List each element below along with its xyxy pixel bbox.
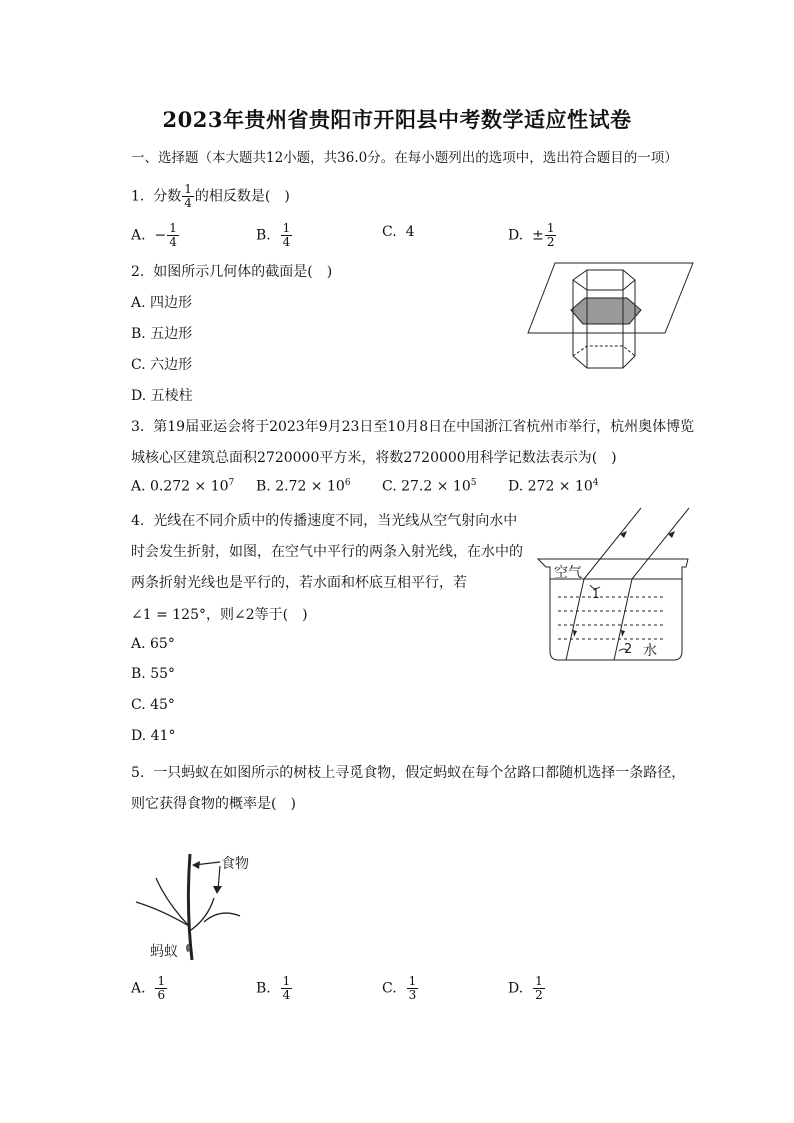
option-c: C. 六边形 (131, 357, 193, 373)
option-a: A. $\frac{1}{6}$ (131, 974, 166, 1002)
question-5-line2: 则它获得食物的概率是( ) (131, 796, 296, 812)
option-c: C. 45° (131, 697, 175, 713)
page-title: 2023年贵州省贵阳市开阳县中考数学适应性试卷 (162, 107, 632, 132)
ant-label: 蚂蚁 (150, 944, 178, 960)
option-d: D. 五棱柱 (131, 388, 193, 404)
fraction: $\frac{1}{4}$ (184, 182, 192, 210)
option-d: D. 41° (131, 728, 176, 744)
angle-2-label: 2 (624, 642, 633, 657)
question-3: 3. 第19届亚运会将于2023年9月23日至10月8日在中国浙江省杭州市举行，杭州奥体博览 (131, 419, 695, 435)
option-c: C. 4 (382, 224, 415, 240)
option-c: C. $27.2 \times 10^5$ (382, 478, 477, 495)
option-d: D. $\frac{1}{2}$ (508, 974, 543, 1002)
water-label: 水 (643, 643, 657, 659)
option-a: A. 四边形 (131, 295, 193, 311)
angle-1-label: 1 (592, 587, 600, 601)
option-c: C. $\frac{1}{3}$ (382, 974, 417, 1002)
option-b: B. $2.72 \times 10^6$ (256, 478, 351, 495)
option-d: D. $272 \times 10^4$ (508, 478, 599, 495)
option-b: B. 55° (131, 666, 176, 682)
option-d: D. ± $\frac{1}{2}$ (508, 221, 555, 249)
question-text: 的相反数是( ) (194, 188, 290, 205)
option-a: A. − $\frac{1}{4}$ (131, 221, 177, 249)
question-2: 2. 如图所示几何体的截面是( ) (131, 264, 333, 280)
question-4-line3: 两条折射光线也是平行的，若水面和杯底互相平行，若 (131, 575, 467, 591)
food-label: 食物 (221, 856, 249, 872)
question-4: 4. 光线在不同介质中的传播速度不同，当光线从空气射向水中 (131, 513, 518, 529)
air-label: 空气 (554, 565, 582, 581)
question-4-line4: ∠1 = 125°，则∠2等于( ) (131, 607, 308, 623)
section-heading: 一、选择题（本大题共12小题，共36.0分。在每小题列出的选项中，选出符合题目的一项） (131, 150, 678, 166)
question-text: 分数 (153, 188, 182, 205)
option-b: B. 五边形 (131, 326, 193, 342)
option-b: B. $\frac{1}{4}$ (256, 221, 291, 249)
question-5: 5. 一只蚂蚁在如图所示的树枝上寻觅食物，假定蚂蚁在每个岔路口都随机选择一条路径， (131, 765, 686, 781)
question-1 (131, 183, 290, 210)
prism-section-figure (525, 258, 695, 382)
option-a: A. 65° (131, 636, 175, 652)
tree-branch-figure (132, 848, 262, 966)
option-a: A. $0.272 \times 10^7$ (131, 478, 235, 495)
option-b: B. $\frac{1}{4}$ (256, 974, 291, 1002)
refraction-figure (536, 505, 696, 665)
ant-icon (186, 944, 190, 952)
question-4-line2: 时会发生折射，如图，在空气中平行的两条入射光线，在水中的 (131, 544, 523, 560)
question-3-line2: 城核心区建筑总面积2720000平方米，将数2720000用科学记数法表示为( ) (131, 450, 617, 466)
question-number: 1. (131, 188, 145, 205)
